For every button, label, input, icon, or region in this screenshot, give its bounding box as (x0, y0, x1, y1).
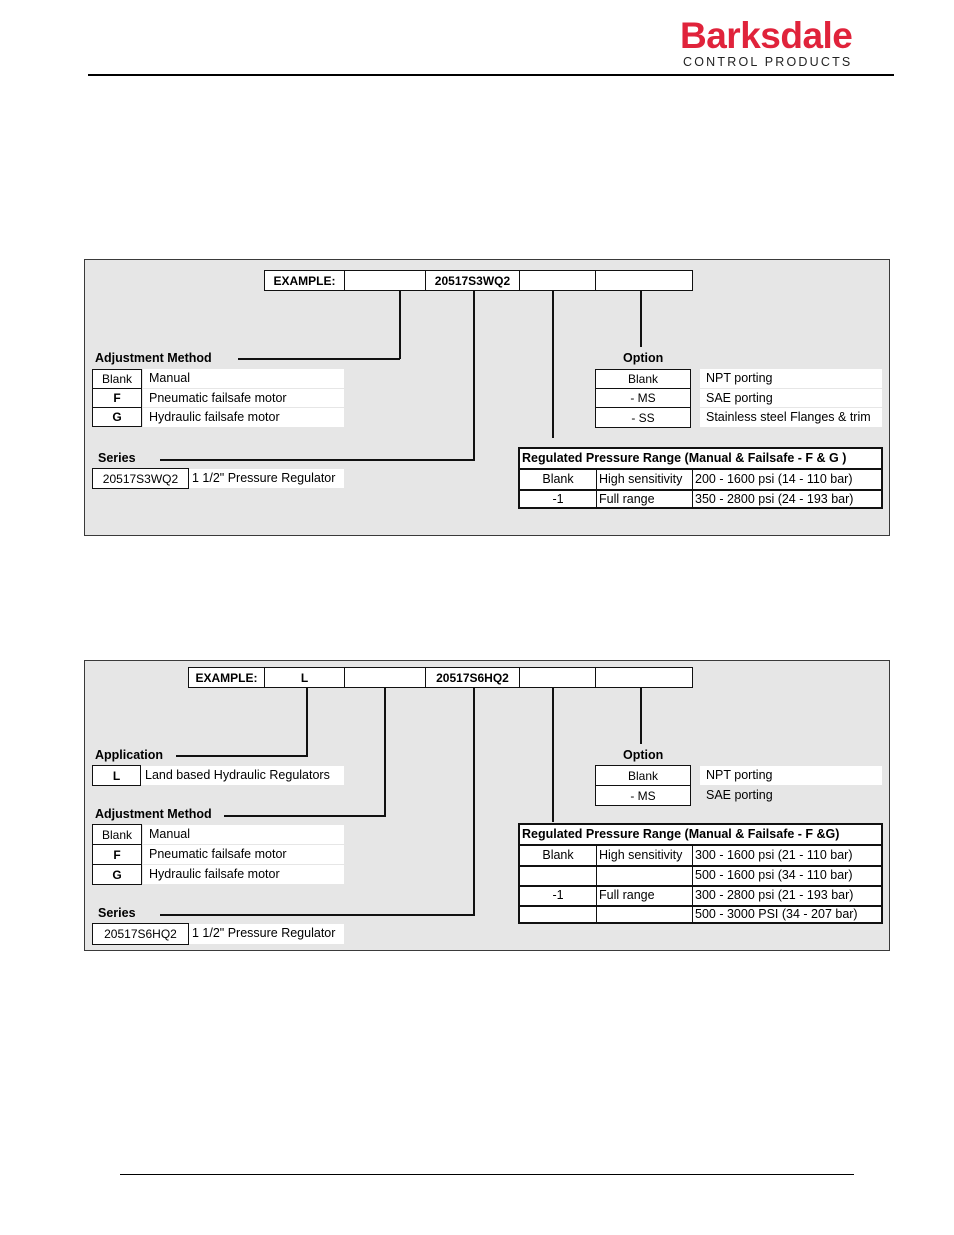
series-code: 20517S3WQ2 (92, 468, 189, 489)
option-code: - SS (595, 407, 691, 428)
adjustment-desc: Manual (143, 369, 344, 388)
adjustment-code: F (92, 844, 142, 865)
option-desc: NPT porting (700, 369, 882, 388)
header-rule (88, 74, 894, 76)
pressure-code: -1 (552, 888, 564, 902)
pressure-range: 350 - 2800 psi (24 - 193 bar) (695, 492, 854, 506)
option-title: Option (623, 748, 664, 762)
option-desc: SAE porting (706, 788, 773, 802)
series-desc: 1 1/2" Pressure Regulator (189, 924, 344, 944)
example-label: EXAMPLE: (264, 270, 345, 291)
connector-line (399, 291, 401, 359)
pressure-type: Full range (599, 492, 655, 506)
pressure-type: High sensitivity (599, 848, 683, 862)
example-field-option (595, 667, 693, 688)
connector-line (224, 815, 386, 817)
adjustment-code: Blank (92, 369, 142, 389)
option-code: Blank (595, 765, 691, 786)
pressure-range: 500 - 3000 PSI (34 - 207 bar) (695, 907, 858, 921)
pressure-range: 300 - 1600 psi (21 - 110 bar) (695, 848, 853, 862)
series-desc: 1 1/2" Pressure Regulator (189, 469, 344, 488)
application-title: Application (95, 748, 164, 762)
pressure-range-title: Regulated Pressure Range (Manual & Failsafe - F & G ) (520, 449, 881, 470)
adjustment-desc: Manual (143, 825, 344, 844)
pressure-type: Full range (599, 888, 655, 902)
adjustment-method-title: Adjustment Method (95, 807, 212, 821)
example-field-adjustment (344, 270, 426, 291)
example-field-pressure (519, 667, 596, 688)
option-code: Blank (595, 369, 691, 389)
connector-line (306, 688, 308, 756)
connector-line (640, 688, 642, 744)
pressure-code: Blank (542, 848, 574, 862)
adjustment-desc: Hydraulic failsafe motor (143, 865, 344, 884)
pressure-range-table (518, 447, 883, 509)
option-desc: SAE porting (700, 389, 882, 407)
pressure-range-table (518, 823, 883, 924)
series-title: Series (98, 906, 136, 920)
adjustment-desc: Hydraulic failsafe motor (143, 408, 344, 427)
option-title: Option (623, 351, 664, 365)
brand-tagline: CONTROL PRODUCTS (683, 55, 853, 69)
application-desc: Land based Hydraulic Regulators (141, 766, 344, 785)
pressure-range: 300 - 2800 psi (21 - 193 bar) (695, 888, 854, 902)
footer-rule (120, 1174, 854, 1175)
pressure-code: Blank (542, 472, 574, 486)
connector-line (238, 358, 400, 360)
connector-line (552, 291, 554, 438)
example-field-option (595, 270, 693, 291)
adjustment-code: G (92, 864, 142, 885)
pressure-code: -1 (552, 492, 564, 506)
adjustment-code: Blank (92, 824, 142, 845)
option-desc: Stainless steel Flanges & trim (700, 408, 882, 427)
pressure-range: 200 - 1600 psi (14 - 110 bar) (695, 472, 853, 486)
connector-line (176, 755, 308, 757)
connector-line (160, 914, 475, 916)
connector-line (160, 459, 475, 461)
example-field-pressure (519, 270, 596, 291)
example-label: EXAMPLE: (188, 667, 265, 688)
connector-line (384, 688, 386, 816)
adjustment-code: F (92, 388, 142, 408)
example-field-series: 20517S3WQ2 (425, 270, 520, 291)
connector-line (552, 688, 554, 822)
option-code: - MS (595, 785, 691, 806)
pressure-range-title: Regulated Pressure Range (Manual & Failsafe - F &G) (520, 825, 881, 846)
example-field-application: L (264, 667, 345, 688)
adjustment-method-title: Adjustment Method (95, 351, 212, 365)
connector-line (473, 688, 475, 915)
pressure-type: High sensitivity (599, 472, 683, 486)
example-field-series: 20517S6HQ2 (425, 667, 520, 688)
adjustment-desc: Pneumatic failsafe motor (143, 389, 344, 407)
option-code: - MS (595, 388, 691, 408)
adjustment-desc: Pneumatic failsafe motor (143, 845, 344, 864)
series-title: Series (98, 451, 136, 465)
application-code: L (92, 765, 141, 786)
connector-line (473, 291, 475, 460)
pressure-range: 500 - 1600 psi (34 - 110 bar) (695, 868, 853, 882)
series-code: 20517S6HQ2 (92, 923, 189, 945)
option-desc: NPT porting (700, 766, 882, 785)
brand-logo: Barksdale (680, 15, 853, 56)
connector-line (640, 291, 642, 347)
example-field-adjustment (344, 667, 426, 688)
adjustment-code: G (92, 407, 142, 427)
